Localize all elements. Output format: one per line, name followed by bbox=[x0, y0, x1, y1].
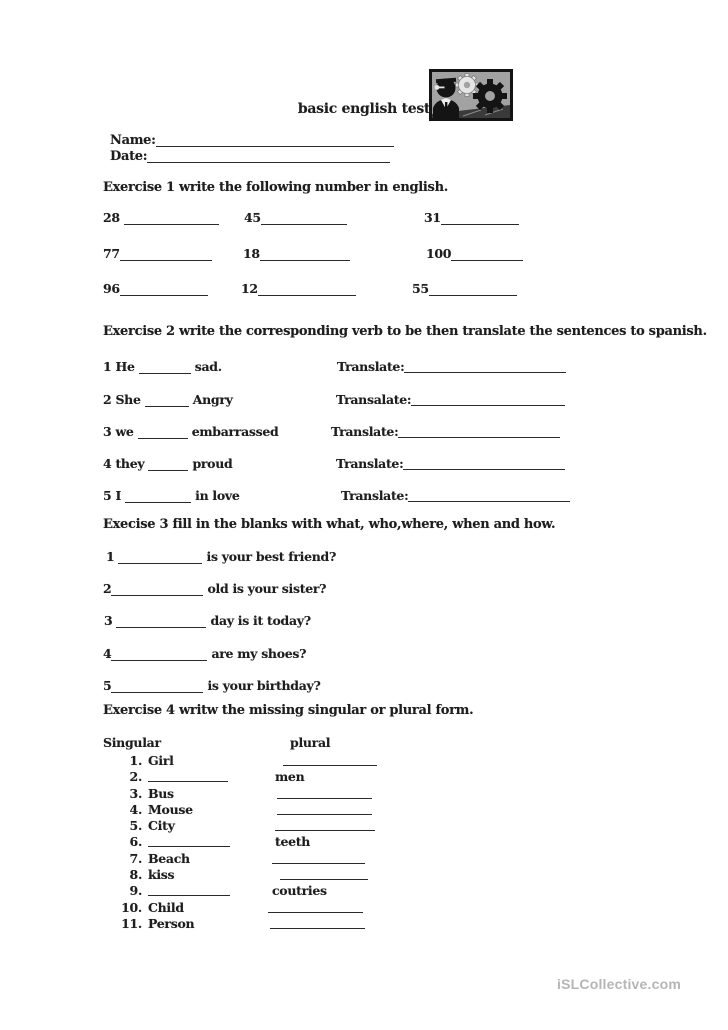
answer-blank bbox=[111, 680, 203, 693]
plural-row bbox=[0, 802, 728, 819]
page-title: basic english test bbox=[297, 101, 431, 117]
answer-blank bbox=[451, 248, 523, 261]
question-text: are my shoes? bbox=[211, 646, 307, 661]
row-number: 11. bbox=[121, 916, 142, 931]
translate-field bbox=[336, 456, 565, 471]
answer-blank bbox=[148, 769, 228, 782]
answer-blank bbox=[408, 488, 570, 502]
sentence-with-blank bbox=[103, 424, 278, 439]
question-text: is your best friend? bbox=[206, 549, 336, 564]
translate-label: Transalate: bbox=[336, 392, 412, 407]
sentence-prompt: 2 She bbox=[103, 392, 141, 407]
row-number: 7. bbox=[129, 851, 142, 866]
question-number: 4 bbox=[103, 646, 112, 661]
question-row bbox=[0, 549, 728, 566]
answer-blank bbox=[125, 490, 191, 503]
question-row bbox=[0, 678, 728, 695]
number-label: 100 bbox=[426, 246, 452, 261]
sentence-with-blank bbox=[103, 392, 233, 407]
answer-blank bbox=[404, 359, 566, 373]
row-number: 10. bbox=[121, 900, 142, 915]
number-label: 77 bbox=[103, 246, 120, 261]
sentence-with-blank bbox=[103, 488, 240, 503]
answer-blank bbox=[429, 283, 517, 296]
plural-word: teeth bbox=[275, 834, 311, 849]
row-number: 4. bbox=[129, 802, 142, 817]
singular-word: Person bbox=[148, 916, 195, 931]
row-number: 8. bbox=[129, 867, 142, 882]
singular-word: Bus bbox=[148, 786, 174, 801]
row-number: 5. bbox=[129, 818, 142, 833]
translate-label: Translate: bbox=[337, 359, 405, 374]
sentence-word: proud bbox=[192, 456, 233, 471]
answer-blank bbox=[148, 834, 230, 847]
answer-blank bbox=[283, 753, 377, 766]
answer-blank bbox=[120, 283, 208, 296]
number-item bbox=[426, 246, 523, 261]
answer-blank bbox=[270, 916, 365, 929]
question-with-blank bbox=[103, 646, 306, 661]
plural-row bbox=[0, 883, 728, 900]
answer-blank bbox=[277, 802, 372, 815]
number-item bbox=[424, 210, 519, 225]
answer-blank bbox=[441, 212, 519, 225]
question-row bbox=[0, 646, 728, 663]
row-number: 2. bbox=[129, 769, 142, 784]
answer-blank bbox=[148, 883, 230, 896]
answer-blank bbox=[260, 248, 350, 261]
date-field bbox=[110, 149, 390, 164]
answer-blank bbox=[268, 900, 363, 913]
sentence-word: embarrassed bbox=[191, 424, 279, 439]
translate-label: Translate: bbox=[341, 488, 409, 503]
answer-blank bbox=[398, 424, 560, 438]
number-item bbox=[244, 210, 347, 225]
answer-blank bbox=[138, 426, 188, 439]
number-label: 28 bbox=[103, 210, 120, 225]
question-number: 1 bbox=[106, 549, 115, 564]
plural-row bbox=[0, 786, 728, 803]
answer-blank bbox=[277, 786, 372, 799]
sentence-word: sad. bbox=[194, 359, 222, 374]
answer-blank bbox=[111, 648, 207, 661]
singular-word: Girl bbox=[148, 753, 174, 768]
answer-blank bbox=[280, 867, 368, 880]
date-label: Date: bbox=[110, 149, 148, 164]
sentence-prompt: 3 we bbox=[103, 424, 134, 439]
answer-blank bbox=[118, 551, 202, 564]
translate-field bbox=[341, 488, 570, 503]
question-with-blank bbox=[103, 581, 326, 596]
sentence-with-blank bbox=[103, 456, 232, 471]
verb-sentence-row bbox=[0, 359, 728, 376]
exercise4-heading: Exercise 4 writw the missing singular or plural form. bbox=[103, 703, 474, 718]
plural-row bbox=[0, 834, 728, 851]
question-row bbox=[0, 581, 728, 598]
number-item bbox=[103, 281, 208, 296]
question-text: is your birthday? bbox=[207, 678, 321, 693]
translate-field bbox=[331, 424, 560, 439]
answer-blank bbox=[411, 392, 565, 406]
plural-word: coutries bbox=[272, 883, 327, 898]
plural-row bbox=[0, 916, 728, 933]
name-field bbox=[110, 133, 394, 148]
exercise1-row bbox=[0, 246, 728, 263]
plural-row bbox=[0, 753, 728, 770]
answer-blank bbox=[258, 283, 356, 296]
question-text: day is it today? bbox=[210, 613, 311, 628]
name-label: Name: bbox=[110, 133, 156, 148]
question-with-blank bbox=[103, 678, 321, 693]
sentence-with-blank bbox=[103, 359, 222, 374]
sentence-prompt: 5 I bbox=[103, 488, 121, 503]
question-number: 2 bbox=[103, 581, 112, 596]
answer-blank bbox=[148, 458, 188, 471]
plural-table-header bbox=[0, 735, 728, 752]
question-text: old is your sister? bbox=[207, 581, 327, 596]
question-with-blank bbox=[104, 613, 311, 628]
singular-word: Child bbox=[148, 900, 184, 915]
plural-row bbox=[0, 769, 728, 786]
plural-word: men bbox=[275, 769, 305, 784]
singular-column-header: Singular bbox=[103, 735, 161, 750]
answer-blank bbox=[124, 212, 219, 225]
plural-row bbox=[0, 818, 728, 835]
date-answer-blank bbox=[147, 150, 390, 163]
number-label: 96 bbox=[103, 281, 120, 296]
translate-field bbox=[336, 392, 565, 407]
verb-sentence-row bbox=[0, 424, 728, 441]
row-number: 3. bbox=[129, 786, 142, 801]
plural-column-header: plural bbox=[290, 735, 331, 750]
answer-blank bbox=[145, 394, 189, 407]
number-label: 45 bbox=[244, 210, 261, 225]
number-label: 55 bbox=[412, 281, 429, 296]
exercise1-row bbox=[0, 210, 728, 227]
number-item bbox=[243, 246, 350, 261]
number-item bbox=[103, 246, 212, 261]
answer-blank bbox=[139, 361, 191, 374]
answer-blank bbox=[120, 248, 212, 261]
exercise3-heading: Execise 3 fill in the blanks with what, who,where, when and how. bbox=[103, 517, 556, 532]
answer-blank bbox=[116, 615, 206, 628]
answer-blank bbox=[111, 583, 203, 596]
sentence-prompt: 1 He bbox=[103, 359, 135, 374]
answer-blank bbox=[275, 818, 375, 831]
question-with-blank bbox=[106, 549, 336, 564]
answer-blank bbox=[272, 851, 365, 864]
verb-sentence-row bbox=[0, 456, 728, 473]
number-item bbox=[241, 281, 356, 296]
question-number: 3 bbox=[104, 613, 113, 628]
exercise1-heading: Exercise 1 write the following number in english. bbox=[103, 180, 448, 195]
number-label: 18 bbox=[243, 246, 260, 261]
sentence-prompt: 4 they bbox=[103, 456, 145, 471]
answer-blank bbox=[403, 456, 565, 470]
translate-label: Translate: bbox=[331, 424, 399, 439]
number-label: 31 bbox=[424, 210, 441, 225]
singular-word: Beach bbox=[148, 851, 190, 866]
translate-label: Translate: bbox=[336, 456, 404, 471]
question-number: 5 bbox=[103, 678, 112, 693]
translate-field bbox=[337, 359, 566, 374]
number-item bbox=[412, 281, 517, 296]
singular-word: Mouse bbox=[148, 802, 193, 817]
exercise1-row bbox=[0, 281, 728, 298]
question-row bbox=[0, 613, 728, 630]
name-answer-blank bbox=[156, 134, 394, 147]
sentence-word: Angry bbox=[192, 392, 233, 407]
verb-sentence-row bbox=[0, 488, 728, 505]
plural-row bbox=[0, 900, 728, 917]
singular-word: City bbox=[148, 818, 175, 833]
verb-sentence-row bbox=[0, 392, 728, 409]
islcollective-watermark: iSLCollective.com bbox=[557, 976, 681, 992]
number-label: 12 bbox=[241, 281, 258, 296]
plural-row bbox=[0, 867, 728, 884]
row-number: 1. bbox=[129, 753, 142, 768]
plural-row bbox=[0, 851, 728, 868]
row-number: 9. bbox=[129, 883, 142, 898]
number-item bbox=[103, 210, 219, 225]
exercise2-heading: Exercise 2 write the corresponding verb to be then translate the sentences to spanish. bbox=[103, 324, 707, 339]
sentence-word: in love bbox=[195, 488, 240, 503]
row-number: 6. bbox=[129, 834, 142, 849]
answer-blank bbox=[261, 212, 347, 225]
singular-word: kiss bbox=[148, 867, 175, 882]
